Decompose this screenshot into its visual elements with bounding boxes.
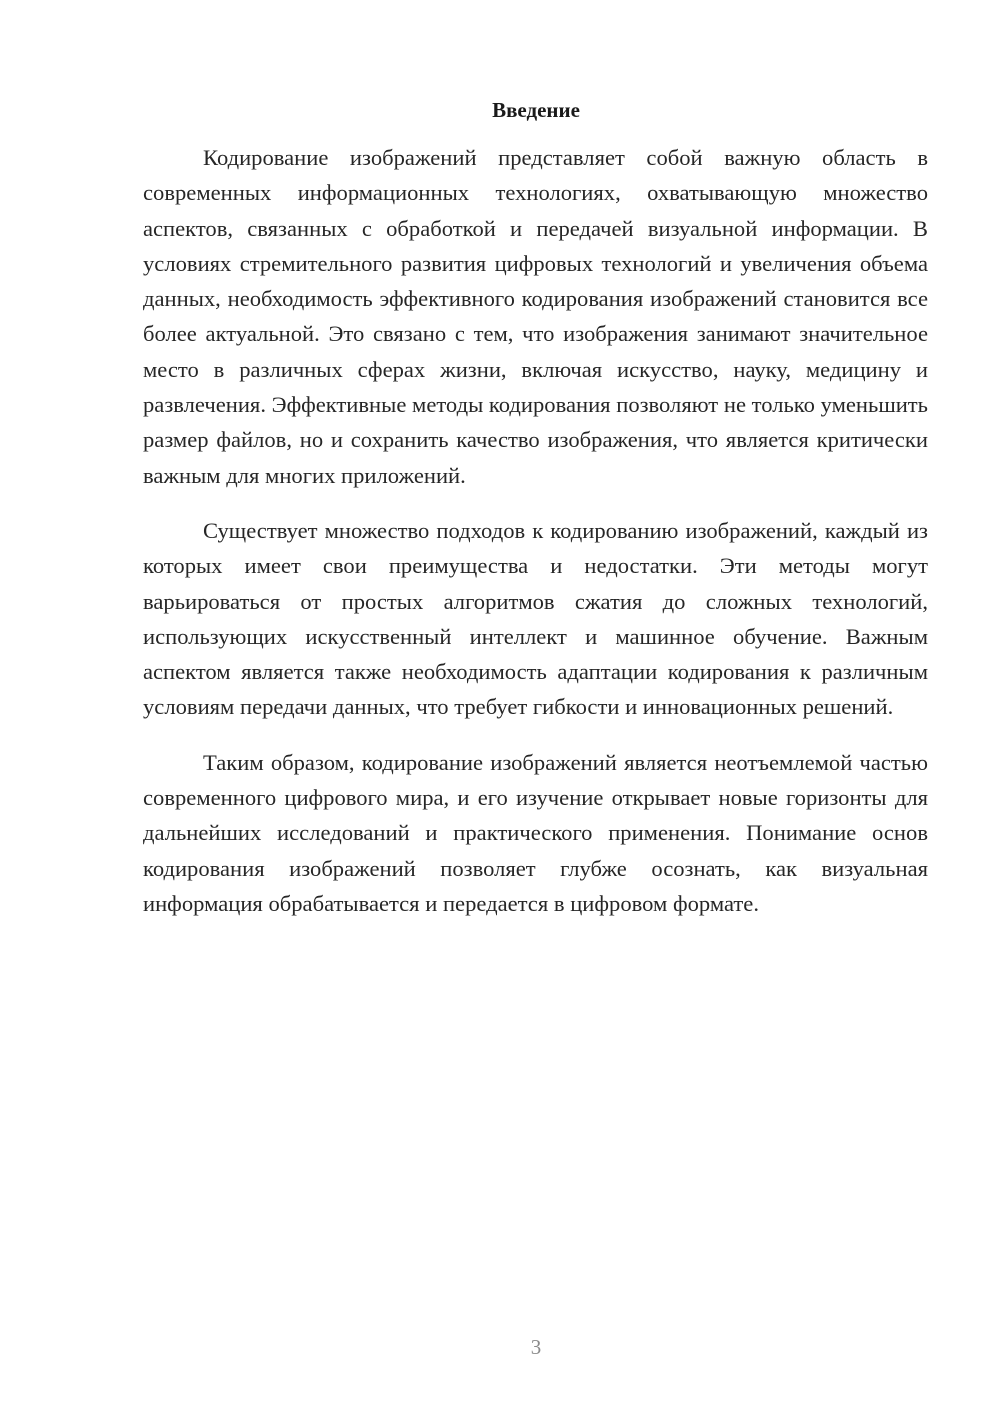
paragraph-1: Кодирование изображений представляет собой важную область в современных информационных технологиях, охватывающую множество аспектов, связанных с обработкой и передачей визуальной информации. В условиях стремительного развития цифровых технологий и увеличения объема данных, необходимость эффективного кодирования изображений становится все более актуальной. Это связано с тем, что изображения занимают значительное место в различных сферах жизни, включая искусство, науку, медицину и развлечения. Эффективные методы кодирования позволяют не только уменьшить размер файлов, но и сохранить качество изображения, что является критически важным для многих приложений. xyxy=(143,145,928,488)
page-number: 3 xyxy=(530,1335,542,1359)
paragraph-2: Существует множество подходов к кодированию изображений, каждый из которых имеет свои преимущества и недостатки. Эти методы могут варьироваться от простых алгоритмов сжатия до сложных технологий, использующих искусственный интеллект и машинное обучение. Важным аспектом является также необходимость адаптации кодирования к различным условиям передачи данных, что требует гибкости и инновационных решений. xyxy=(143,517,928,720)
body-text xyxy=(143,140,928,921)
section-heading: Введение xyxy=(492,98,580,122)
paragraph-3: Таким образом, кодирование изображений является неотъемлемой частью современного цифрового мира, и его изучение открывает новые горизонты для дальнейших исследований и практического применения. Понимание основ кодирования изображений позволяет глубже осознать, как визуальная информация обрабатывается и передается в цифровом формате. xyxy=(143,749,928,916)
